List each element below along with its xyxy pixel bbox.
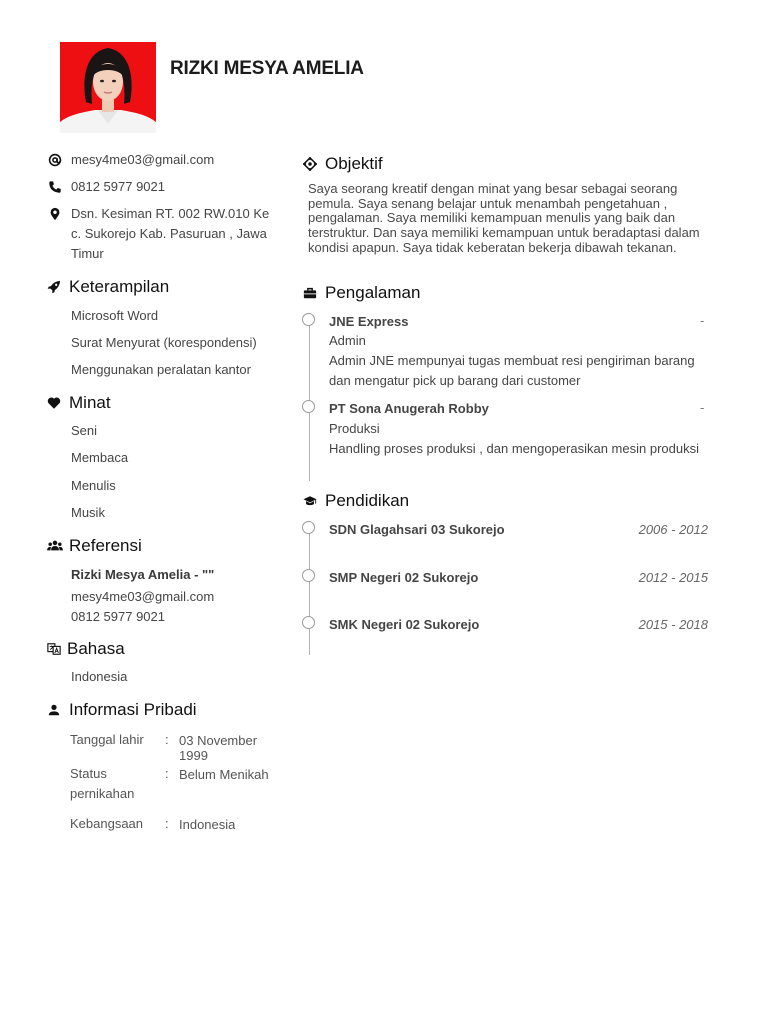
skills-heading: Keterampilan: [47, 277, 169, 297]
education-heading: Pendidikan: [303, 491, 409, 511]
colon: :: [165, 816, 169, 831]
experience-company: JNE Express: [329, 314, 409, 329]
birth-value: 03 November 1999: [179, 733, 258, 763]
personal-info-heading: Informasi Pribadi: [47, 700, 197, 720]
experience-description: Admin JNE mempunyai tugas membuat resi pengiriman barang dan mengatur pick up barang dari customer: [329, 353, 695, 388]
education-timeline: [309, 527, 310, 655]
experience-company: PT Sona Anugerah Robby: [329, 401, 489, 416]
phone-text: 0812 5977 9021: [71, 179, 165, 194]
reference-name: Rizki Mesya Amelia - "": [71, 567, 215, 582]
heart-icon: [47, 396, 69, 410]
languages-heading: Bahasa: [47, 639, 125, 659]
contact-address: [48, 204, 278, 264]
rocket-icon: [47, 280, 69, 294]
references-heading: Referensi: [47, 536, 142, 556]
language-icon: [47, 642, 67, 656]
interest-item: Musik: [71, 505, 105, 520]
experience-role: Produksi: [329, 421, 380, 436]
colon: :: [165, 766, 169, 781]
email-text: mesy4me03@gmail.com: [71, 152, 215, 167]
status-value: Belum Menikah: [179, 767, 269, 782]
status-label: Status pernikahan: [70, 766, 135, 801]
experience-dates: -: [700, 400, 705, 415]
phone-icon: [48, 177, 71, 197]
user-icon: [47, 703, 69, 717]
users-icon: [47, 539, 69, 553]
reference-phone: 0812 5977 9021: [71, 609, 165, 624]
objective-text: Saya seorang kreatif dengan minat yang besar sebagai seorang pemula. Saya senang belajar untuk menambah pengetahuan , pengalaman. Saya memiliki kemampuan menulis yang baik dan terstruktur. Dan saya memiliki kemampuan untuk beradaptasi dalam kondisi apapun. Saya tidak keberatan bekerja dibawah tekanan.: [308, 181, 700, 255]
reference-email: mesy4me03@gmail.com: [71, 589, 215, 604]
language-item: Indonesia: [71, 669, 128, 684]
education-school: SMP Negeri 02 Sukorejo: [329, 570, 479, 585]
candidate-name: RIZKI MESYA AMELIA: [170, 58, 364, 79]
map-pin-icon: [48, 204, 71, 264]
interest-item: Seni: [71, 423, 98, 438]
objective-heading: Objektif: [303, 154, 383, 174]
timeline-dot: [302, 616, 315, 629]
education-school: SMK Negeri 02 Sukorejo: [329, 617, 480, 632]
experience-role: Admin: [329, 333, 366, 348]
nationality-label: Kebangsaan: [70, 816, 144, 831]
education-years: 2012 - 2015: [638, 570, 708, 585]
colon: :: [165, 732, 169, 747]
skill-item: Surat Menyurat (korespondensi): [71, 335, 257, 350]
graduation-cap-icon: [303, 494, 325, 508]
at-icon: [48, 150, 71, 170]
education-school: SDN Glagahsari 03 Sukorejo: [329, 522, 505, 537]
profile-photo: [60, 42, 156, 133]
skill-item: Menggunakan peralatan kantor: [71, 362, 251, 377]
timeline-dot: [302, 569, 315, 582]
target-icon: [303, 157, 325, 171]
nationality-value: Indonesia: [179, 817, 236, 832]
interest-item: Membaca: [71, 450, 129, 465]
experience-description: Handling proses produksi , dan mengoperasikan mesin produksi: [329, 441, 699, 456]
interest-item: Menulis: [71, 478, 116, 493]
education-years: 2015 - 2018: [638, 617, 708, 632]
experience-dates: -: [700, 313, 705, 328]
education-years: 2006 - 2012: [638, 522, 708, 537]
address-text: Dsn. Kesiman RT. 002 RW.010 Kec. Sukorejo Kab. Pasuruan , Jawa Timur: [71, 206, 270, 261]
contact-phone: [48, 177, 278, 197]
briefcase-icon: [303, 286, 325, 300]
timeline-dot: [302, 313, 315, 326]
timeline-dot: [302, 521, 315, 534]
timeline-dot: [302, 400, 315, 413]
skill-item: Microsoft Word: [71, 308, 159, 323]
interests-heading: Minat: [47, 393, 111, 413]
experience-heading: Pengalaman: [303, 283, 420, 303]
contact-email: [48, 150, 278, 170]
birth-label: Tanggal lahir: [70, 732, 144, 747]
